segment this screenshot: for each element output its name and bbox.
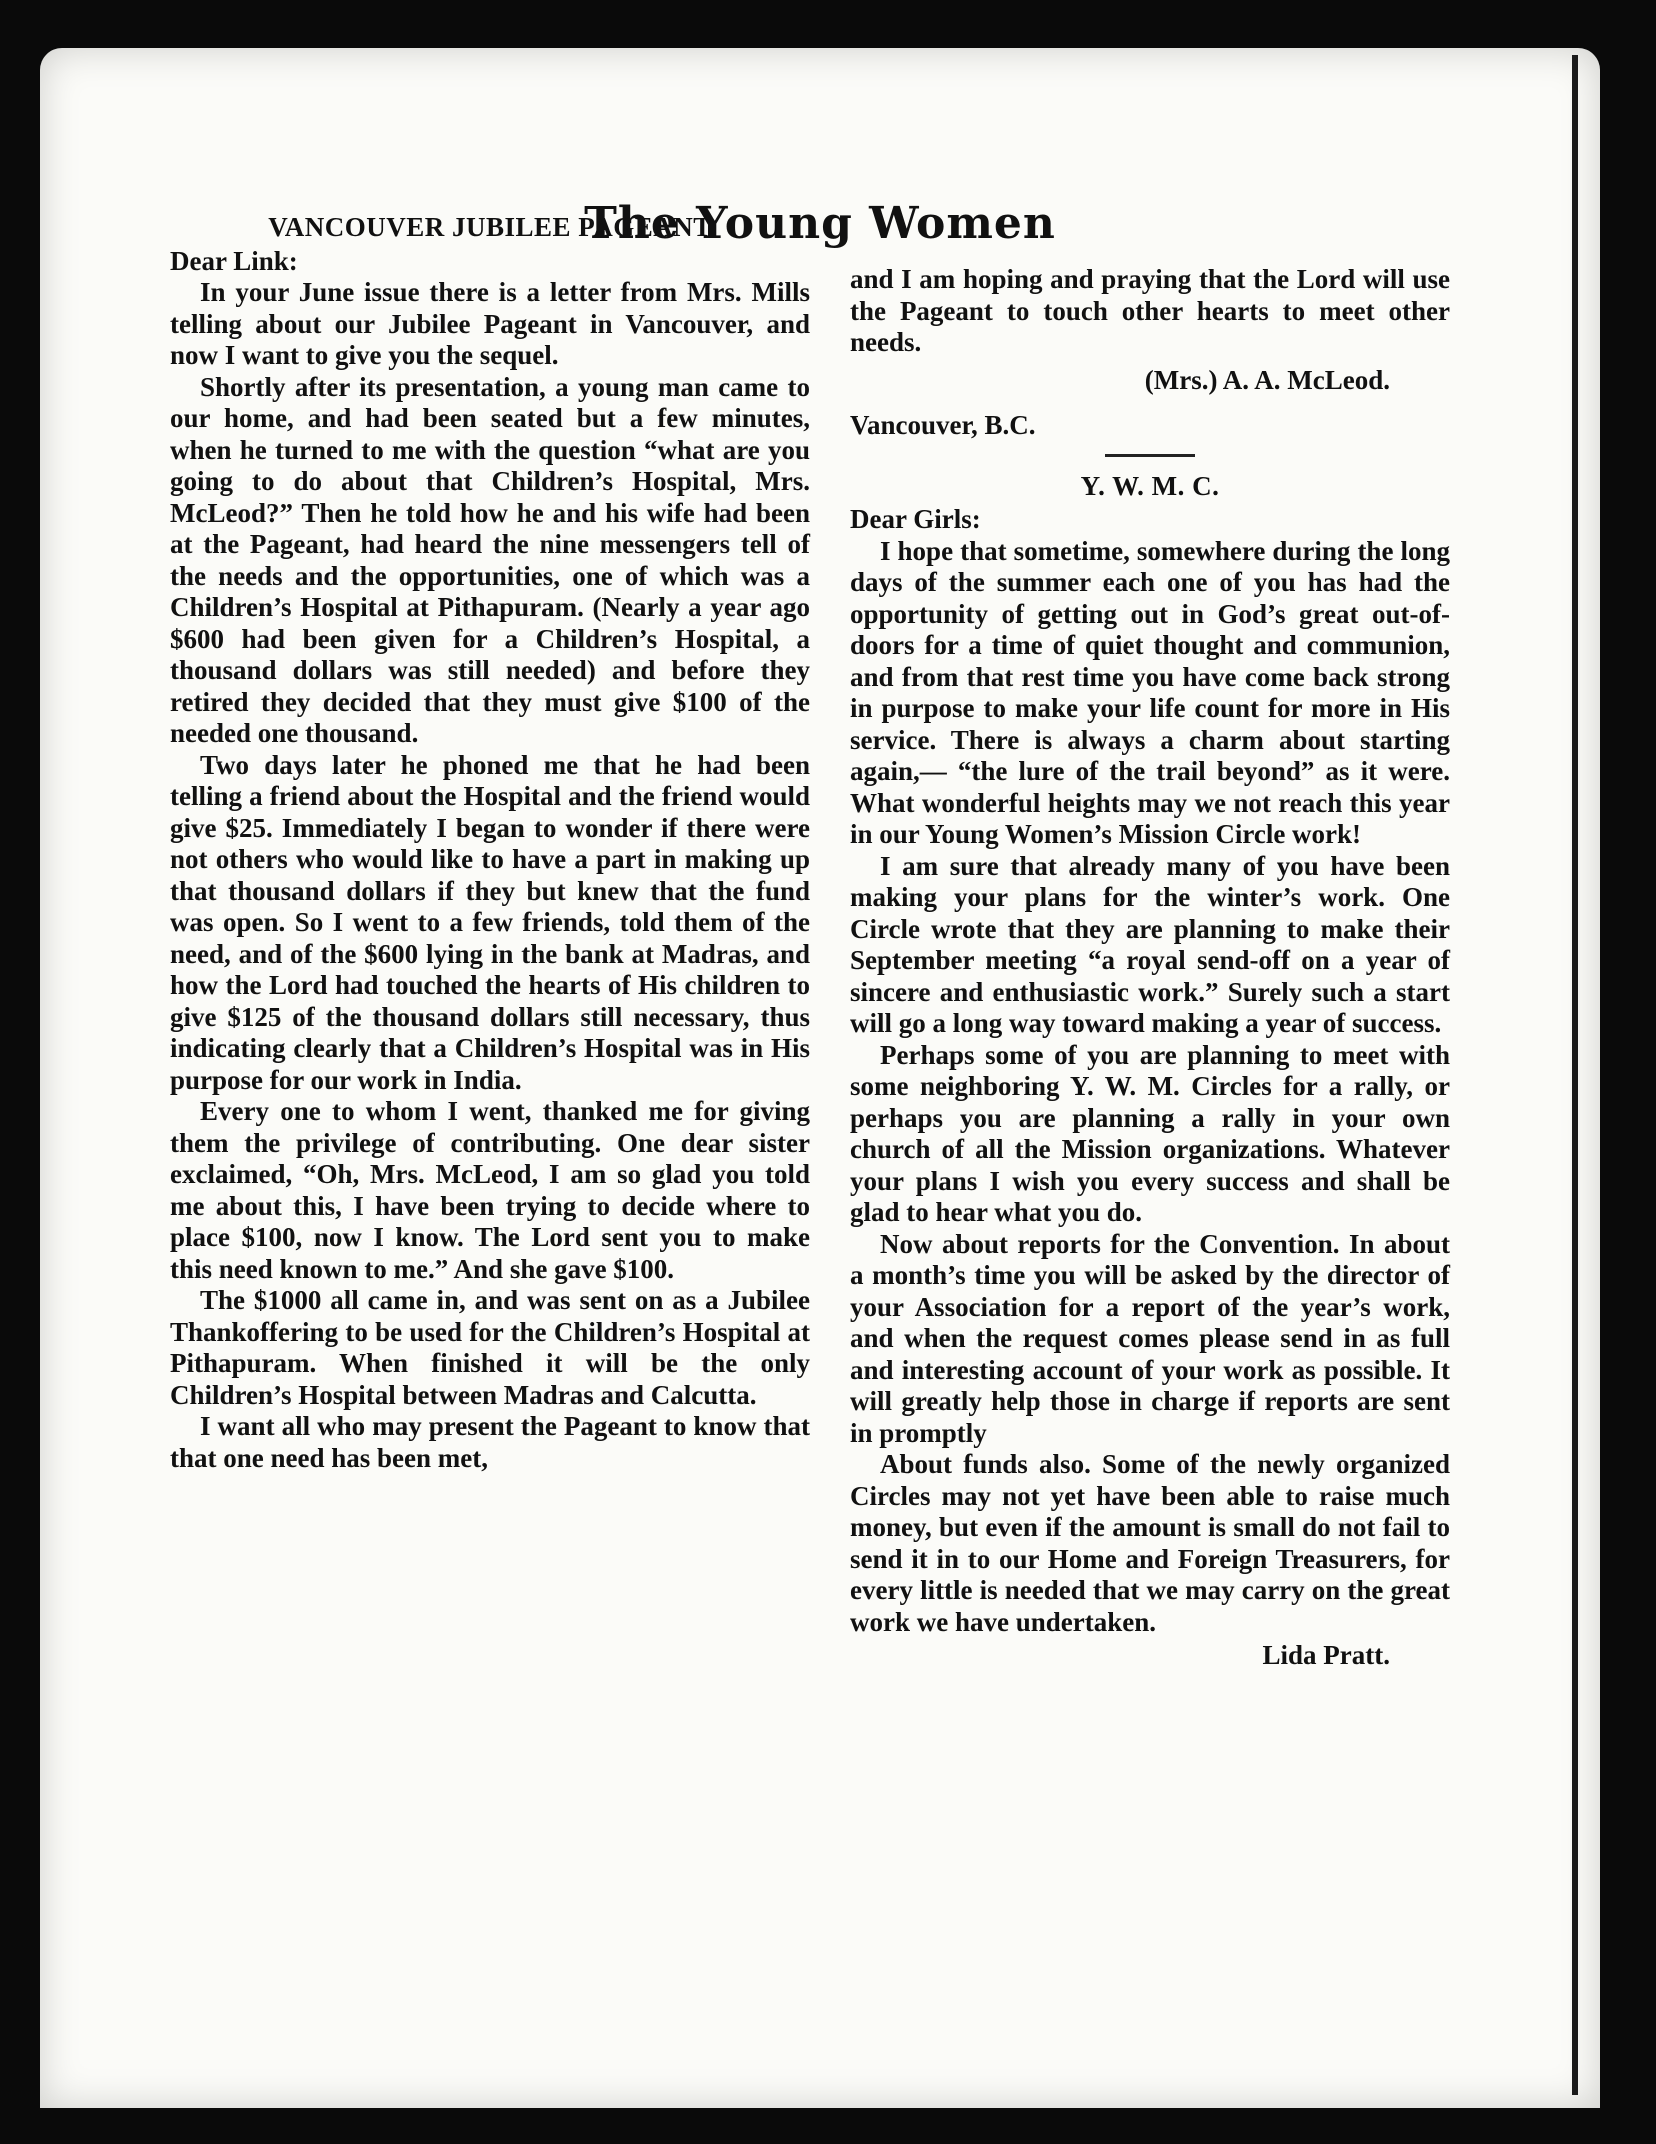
article1-title: VANCOUVER JUBILEE PAGEANT	[268, 212, 712, 242]
article1-signature: (Mrs.) A. A. McLeod.	[1144, 364, 1390, 395]
article2-paragraph: I am sure that already many of you have been making your plans for the winter’s work. One Circle wrote that they are planning to make their September meeting “a royal send-off on a year of sincere and enthusiastic work.” Surely such a start will go a long way toward making a year of success.	[850, 850, 1450, 1038]
article2-paragraph: Now about reports for the Convention. In about a month’s time you will be asked by the director of your Association for a report of the year’s work, and when the request comes please send in as full and interesting account of your work as possible. It will greatly help those in charge if reports are sent in promptly	[850, 1228, 1450, 1448]
article1-continuation: and I am hoping and praying that the Lord will use the Pageant to touch other hearts to meet other needs.	[850, 264, 1450, 357]
article2-salutation: Dear Girls:	[850, 504, 981, 534]
article2-title: Y. W. M. C.	[1080, 470, 1220, 501]
article2-paragraph: About funds also. Some of the newly organized Circles may not yet have been able to raise much money, but even if the amount is small do not fail to send it in to our Home and Foreign Treasurers, for every little is needed that we may carry on the great work we have undertaken.	[850, 1449, 1450, 1637]
article2-paragraph: I hope that sometime, somewhere during the long days of the summer each one of you has had the opportunity of getting out in God’s great out-of-doors for a time of quiet thought and communion, and from that rest time you have come back strong in purpose to make your life count for more in His service. There is always a charm about starting again,— “the lure of the trail beyond” as it were. What wonderful heights may we not reach this year in our Young Women’s Mission Circle work!	[850, 535, 1450, 849]
left-column	[170, 212, 810, 1474]
article-divider	[1105, 454, 1195, 457]
section-heading: The Young Women	[584, 198, 1056, 249]
page-edge-rule	[1572, 55, 1578, 2095]
article2-paragraph: Perhaps some of you are planning to meet with some neighboring Y. W. M. Circles for a rally, or perhaps you are planning a rally in your own church of all the Mission organizations. Whatever your plans I wish you every success and shall be glad to hear what you do.	[850, 1039, 1450, 1227]
article2-signature: Lida Pratt.	[1262, 1640, 1390, 1670]
article1-salutation: Dear Link:	[170, 245, 298, 276]
right-column	[850, 264, 1450, 1672]
article1-paragraph: Two days later he phoned me that he had been telling a friend about the Hospital and the friend would give $25. Immediately I began to wonder if there were not others who would like to have a part in making up that thousand dollars if they but knew that the fund was open. So I went to a few friends, told them of the need, and of the $600 lying in the bank at Madras, and how the Lord had touched the hearts of His children to give $125 of the thousand dollars still necessary, thus indicating clearly that a Children’s Hospital was in His purpose for our work in India.	[170, 749, 810, 1095]
article1-paragraph: In your June issue there is a letter from Mrs. Mills telling about our Jubilee Pageant in Vancouver, and now I want to give you the sequel.	[170, 277, 810, 370]
article1-paragraph: Every one to whom I went, thanked me for giving them the privilege of contributing. One dear sister exclaimed, “Oh, Mrs. McLeod, I am so glad you told me about this, I have been trying to decide where to place $100, now I know. The Lord sent you to make this need known to me.” And she gave $100.	[170, 1096, 810, 1284]
article1-paragraph: I want all who may present the Pageant to know that that one need has been met,	[170, 1411, 810, 1473]
article1-paragraph: Shortly after its presentation, a young man came to our home, and had been seated but a few minutes, when he turned to me with the question “what are you going to do about that Children’s Hospital, Mrs. McLeod?” Then he told how he and his wife had been at the Pageant, had heard the nine messengers tell of the needs and the opportunities, one of which was a Children’s Hospital at Pithapuram. (Nearly a year ago $600 had been given for a Children’s Hospital, a thousand dollars was still needed) and before they retired they decided that they must give $100 of the needed one thousand.	[170, 371, 810, 748]
article1-paragraph: The $1000 all came in, and was sent on as a Jubilee Thankoffering to be used for the Children’s Hospital at Pithapuram. When finished it will be the only Children’s Hospital between Madras and Calcutta.	[170, 1285, 810, 1410]
article1-place: Vancouver, B.C.	[850, 410, 1036, 440]
